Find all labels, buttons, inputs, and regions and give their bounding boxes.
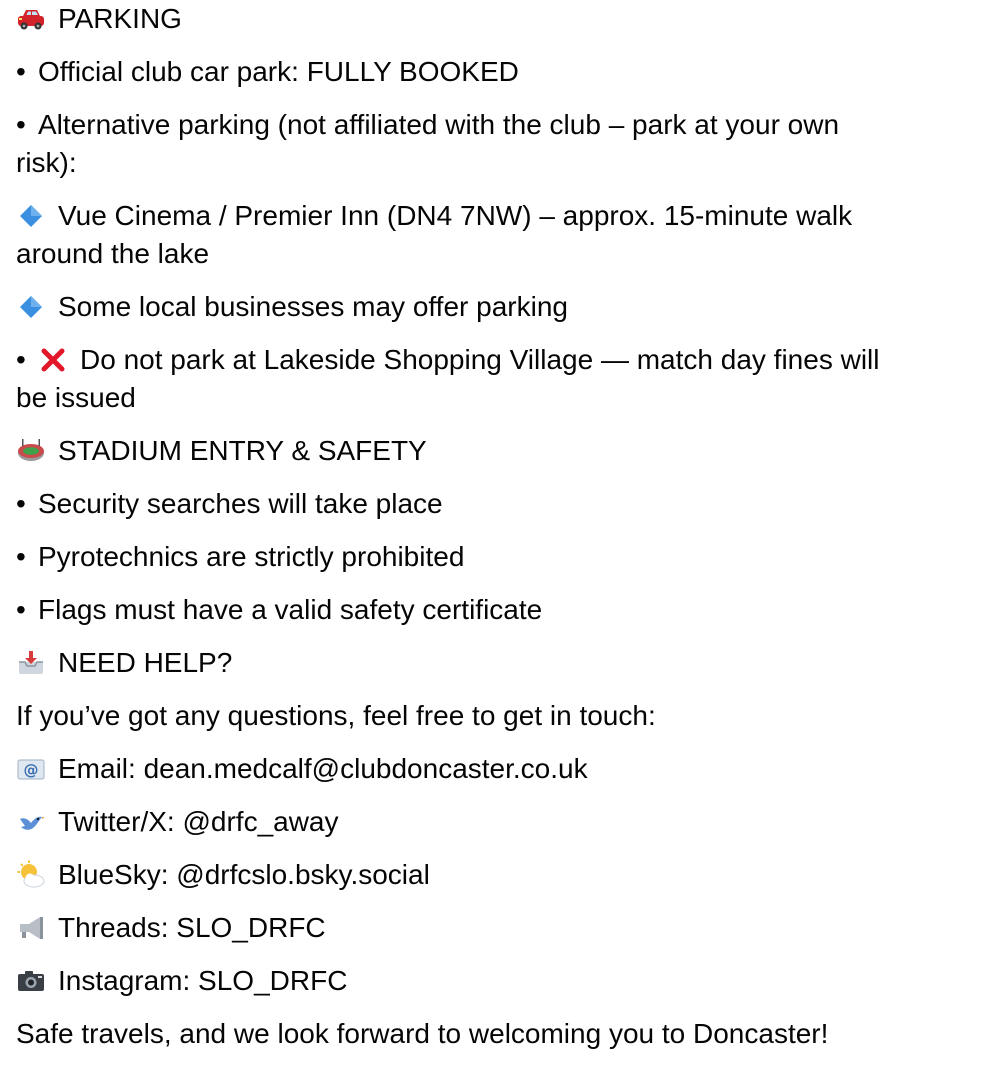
instagram-text: Instagram: SLO_DRFC xyxy=(58,965,348,996)
official-car-park-text: Official club car park: FULLY BOOKED xyxy=(38,56,519,87)
bullet: • xyxy=(16,56,26,87)
car-icon xyxy=(16,4,46,34)
lakeside-warning-text: Do not park at Lakeside Shopping Village — match day fines will xyxy=(80,344,880,375)
megaphone-icon xyxy=(16,913,46,943)
vue-cinema-continued: around the lake xyxy=(16,238,210,269)
bullet: • xyxy=(16,488,26,519)
inbox-tray-icon xyxy=(16,648,46,678)
pyrotechnics-text: Pyrotechnics are strictly prohibited xyxy=(38,541,465,572)
contact-instagram[interactable] xyxy=(16,962,347,1000)
list-item xyxy=(16,341,880,379)
security-text: Security searches will take place xyxy=(38,488,443,519)
alternative-parking-continued: risk): xyxy=(16,147,77,178)
bullet: • xyxy=(16,344,26,375)
help-heading xyxy=(16,644,232,682)
bullet: • xyxy=(16,594,26,625)
local-businesses-text: Some local businesses may offer parking xyxy=(58,291,568,322)
bullet: • xyxy=(16,109,26,140)
help-intro: If you’ve got any questions, feel free to get in touch: xyxy=(16,700,656,731)
vue-cinema-text: Vue Cinema / Premier Inn (DN4 7NW) – approx. 15-minute walk xyxy=(58,200,853,231)
email-icon xyxy=(16,754,46,784)
twitter-text: Twitter/X: @drfc_away xyxy=(58,806,339,837)
bird-icon xyxy=(16,807,46,837)
contact-email[interactable] xyxy=(16,750,588,788)
threads-text: Threads: SLO_DRFC xyxy=(58,912,326,943)
stadium-icon xyxy=(16,436,46,466)
help-heading-text: NEED HELP? xyxy=(58,647,233,678)
bluesky-text: BlueSky: @drfcslo.bsky.social xyxy=(58,859,430,890)
list-item xyxy=(16,106,839,144)
list-item xyxy=(16,485,443,523)
sun-behind-cloud-icon xyxy=(16,860,46,890)
list-item xyxy=(16,538,464,576)
blue-diamond-icon xyxy=(16,292,46,322)
list-item xyxy=(16,288,568,326)
parking-heading-text: PARKING xyxy=(58,3,182,34)
contact-threads[interactable] xyxy=(16,909,326,947)
list-item xyxy=(16,197,852,235)
parking-heading xyxy=(16,0,182,38)
stadium-heading xyxy=(16,432,427,470)
flags-text: Flags must have a valid safety certificate xyxy=(38,594,543,625)
bullet: • xyxy=(16,541,26,572)
contact-twitter[interactable] xyxy=(16,803,339,841)
camera-icon xyxy=(16,966,46,996)
contact-bluesky[interactable] xyxy=(16,856,430,894)
blue-diamond-icon xyxy=(16,201,46,231)
cross-mark-icon xyxy=(38,345,68,375)
list-item xyxy=(16,53,519,91)
stadium-heading-text: STADIUM ENTRY & SAFETY xyxy=(58,435,427,466)
alternative-parking-text: Alternative parking (not affiliated with the club – park at your own xyxy=(38,109,840,140)
svg-text:@: @ xyxy=(23,761,39,779)
lakeside-warning-continued: be issued xyxy=(16,382,136,413)
email-text: Email: dean.medcalf@clubdoncaster.co.uk xyxy=(58,753,588,784)
closing-message: Safe travels, and we look forward to welcoming you to Doncaster! xyxy=(16,1018,829,1049)
list-item xyxy=(16,591,542,629)
